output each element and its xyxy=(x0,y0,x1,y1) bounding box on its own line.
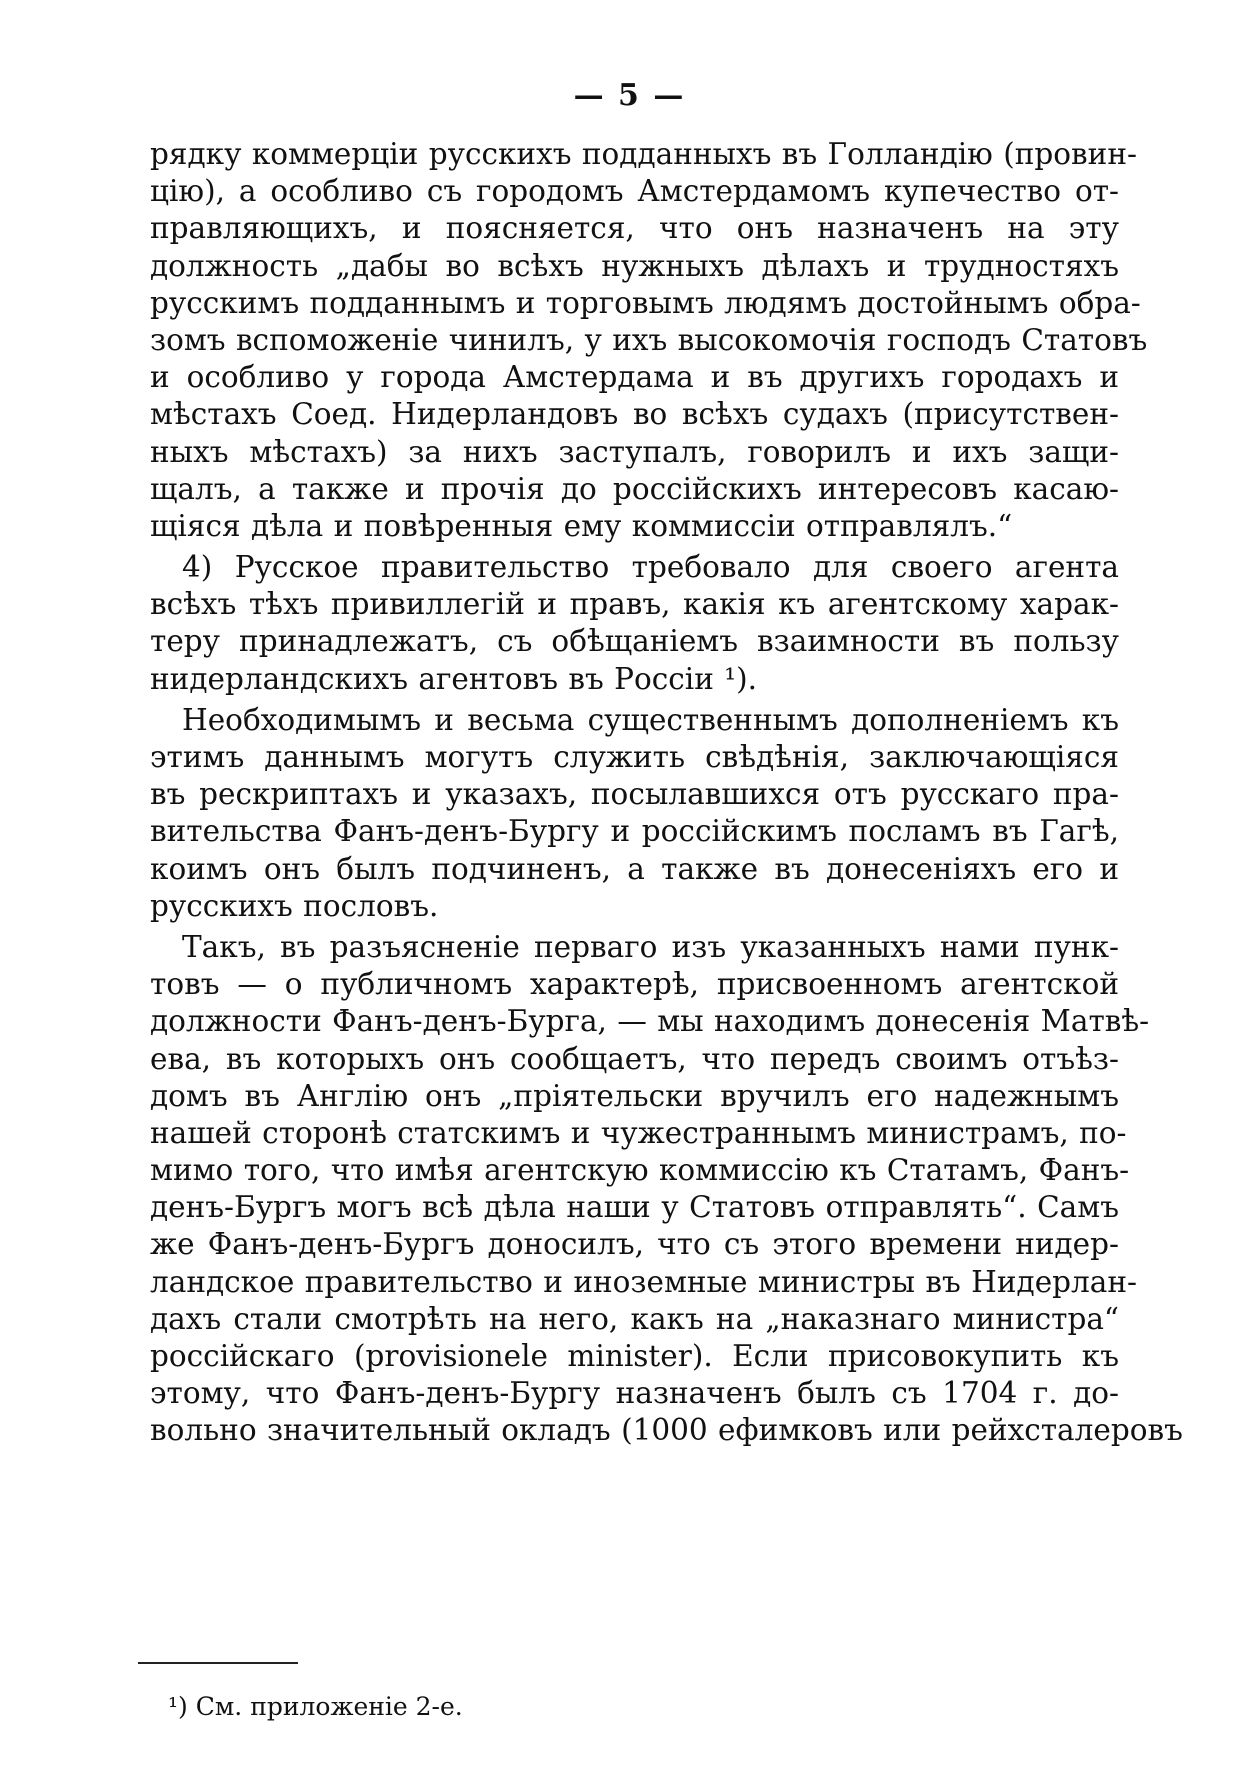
text-line: русскимъ подданнымъ и торговымъ людямъ достойнымъ обра- xyxy=(150,285,1141,320)
text-line: должности Фанъ-денъ-Бурга, — мы находимъ донесенія Матвѣ- xyxy=(150,1004,1150,1039)
text-line: ландское правительство и иноземные министры въ Нидерлан- xyxy=(150,1264,1137,1299)
text-line: цію), а особливо съ городомъ Амстердамомъ купечество от- xyxy=(150,174,1119,209)
text-line: нашей сторонѣ статскимъ и чужестраннымъ министрамъ, по- xyxy=(150,1115,1127,1150)
text-line: вольно значительный окладъ (1000 ефимковъ или рейхсталеровъ xyxy=(150,1413,1183,1448)
text-line: должность „дабы во всѣхъ нужныхъ дѣлахъ и трудностяхъ xyxy=(150,248,1119,283)
footnote-separator xyxy=(138,1662,298,1664)
text-line: этимъ даннымъ могутъ служить свѣдѣнія, заключающіяся xyxy=(150,740,1119,774)
text-line: денъ-Бургъ могъ всѣ дѣла наши у Статовъ отправлять“. Самъ xyxy=(150,1190,1119,1225)
text-line: россійскаго (provisionele minister). Если присовокупить къ xyxy=(150,1339,1119,1373)
text-line: 4) Русское правительство требовало для своего агента xyxy=(182,550,1119,585)
text-line: товъ — о публичномъ характерѣ, присвоенномъ агентской xyxy=(150,967,1119,1002)
text-line: нидерландскихъ агентовъ въ Россіи ¹). xyxy=(150,661,757,696)
text-line: ныхъ мѣстахъ) за нихъ заступалъ, говорилъ и ихъ защи- xyxy=(150,434,1119,469)
text-line: въ рескриптахъ и указахъ, посылавшихся отъ русскаго пра- xyxy=(150,777,1119,812)
text-line: мимо того, что имѣя агентскую коммиссію къ Статамъ, Фанъ- xyxy=(150,1153,1130,1188)
text-line: щіяся дѣла и повѣренныя ему коммиссіи отправлялъ.“ xyxy=(150,508,1013,543)
text-line: русскихъ пословъ. xyxy=(150,888,439,923)
text-line: мѣстахъ Соед. Нидерландовъ во всѣхъ судахъ (присутствен- xyxy=(150,397,1119,432)
text-line: правляющихъ, и поясняется, что онъ назначенъ на эту xyxy=(150,211,1119,246)
body-text xyxy=(150,136,1183,1450)
text-line: дахъ стали смотрѣть на него, какъ на „наказнаго министра“ xyxy=(150,1301,1119,1336)
text-line: этому, что Фанъ-денъ-Бургу назначенъ былъ съ 1704 г. до- xyxy=(150,1376,1119,1411)
text-line: Необходимымъ и весьма существеннымъ дополненіемъ къ xyxy=(182,702,1119,737)
text-line: домъ въ Англію онъ „пріятельски вручилъ его надежнымъ xyxy=(150,1078,1119,1113)
text-line: Такъ, въ разъясненіе перваго изъ указанныхъ нами пунк- xyxy=(182,929,1119,964)
text-line: всѣхъ тѣхъ привиллегій и правъ, какія къ агентскому харак- xyxy=(150,587,1119,622)
text-line: теру принадлежатъ, съ обѣщаніемъ взаимности въ пользу xyxy=(150,624,1119,659)
text-line: и особливо у города Амстердама и въ другихъ городахъ и xyxy=(150,360,1119,395)
text-line: зомъ вспоможеніе чинилъ, у ихъ высокомочія господъ Статовъ xyxy=(150,322,1148,357)
text-line: рядку коммерціи русскихъ подданныхъ въ Голландію (провин- xyxy=(150,137,1137,171)
text-line: ева, въ которыхъ онъ сообщаетъ, что передъ своимъ отъѣз- xyxy=(150,1041,1119,1076)
text-line: вительства Фанъ-денъ-Бургу и россійскимъ посламъ въ Гагѣ, xyxy=(150,814,1119,849)
page-number: — 5 — xyxy=(573,78,686,113)
text-line: же Фанъ-денъ-Бургъ доносилъ, что съ этого времени нидер- xyxy=(150,1227,1119,1262)
footnote: ¹) См. приложеніе 2-е. xyxy=(168,1692,463,1721)
text-line: коимъ онъ былъ подчиненъ, а также въ донесеніяхъ его и xyxy=(150,851,1119,886)
text-line: щалъ, а также и прочія до россійскихъ интересовъ касаю- xyxy=(150,471,1119,506)
